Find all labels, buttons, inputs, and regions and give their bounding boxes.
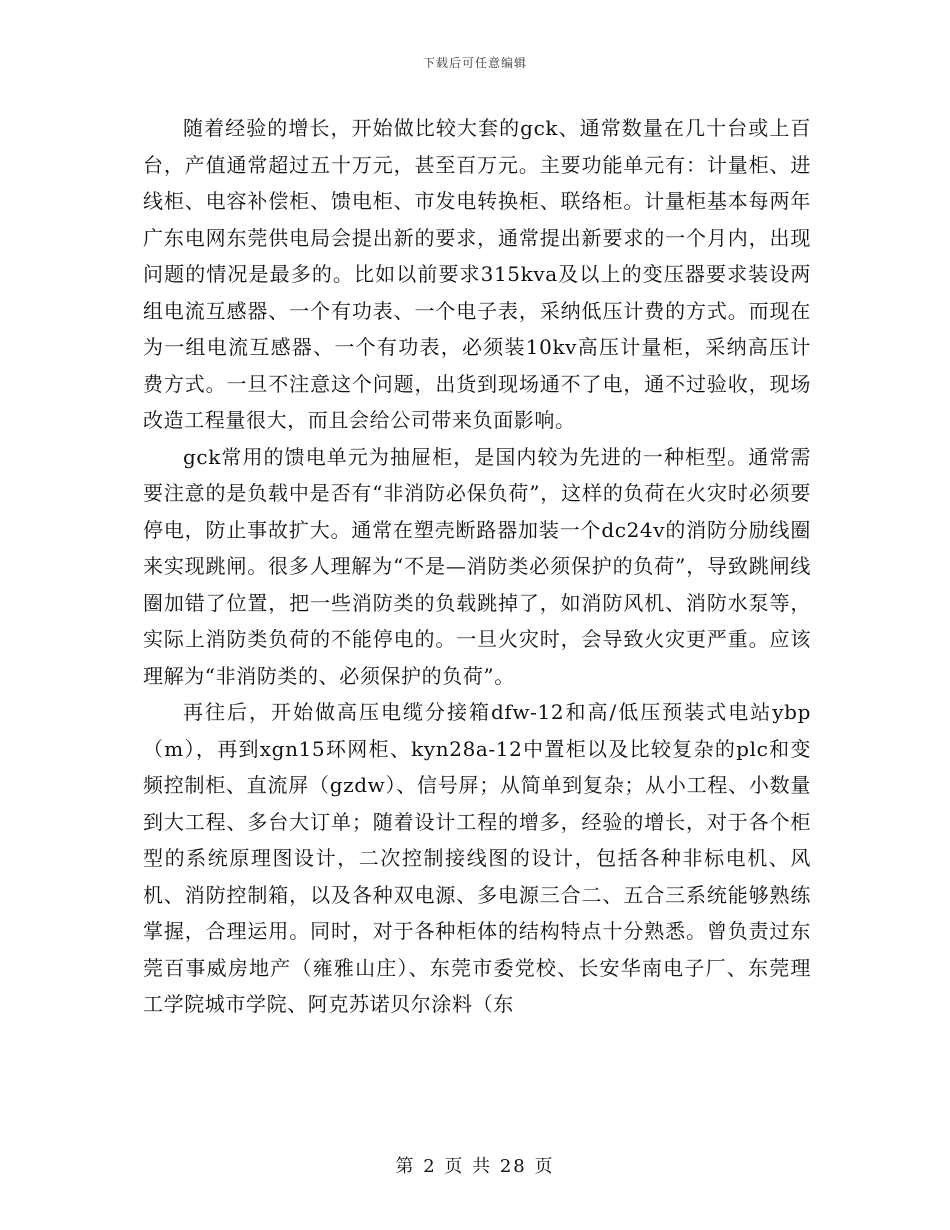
paragraph-1: 随着经验的增长，开始做比较大套的gck、通常数量在几十台或上百台，产值通常超过五十万元，甚至百万元。主要功能单元有：计量柜、进线柜、电容补偿柜、馈电柜、市发电转换柜、联络柜。计量柜基本每两年广东电网东莞供电局会提出新的要求，通常提出新要求的一个月内，出现问题的情况是最多的。比如以前要求315kva及以上的变压器要求装设两组电流互感器、一个有功表、一个电子表，采纳低压计费的方式。而现在为一组电流互感器、一个有功表，必须装10kv高压计量柜，采纳高压计费方式。一旦不注意这个问题，出货到现场通不了电，通不过验收，现场改造工程量很大，而且会给公司带来负面影响。 [143, 116, 811, 432]
document-body [143, 110, 811, 1023]
page-header: 下载后可任意编辑 [422, 56, 527, 70]
paragraph-2: gck常用的馈电单元为抽屉柜，是国内较为先进的一种柜型。通常需要注意的是负载中是否有“非消防必保负荷”，这样的负荷在火灾时必须要停电，防止事故扩大。通常在塑壳断路器加装一个dc24v的消防分励线圈来实现跳闸。很多人理解为“不是—消防类必须保护的负荷”，导致跳闸线圈加错了位置，把一些消防类的负载跳掉了，如消防风机、消防水泵等，实际上消防类负荷的不能停电的。一旦火灾时，会导致火灾更严重。应该理解为“非消防类的、必须保护的负荷”。 [143, 444, 811, 688]
page-footer: 第 2 页 共 28 页 [395, 1156, 555, 1177]
paragraph-3: 再往后，开始做高压电缆分接箱dfw-12和高/低压预装式电站ybp（m），再到xgn15环网柜、kyn28a-12中置柜以及比较复杂的plc和变频控制柜、直流屏（gzdw）、信号屏；从简单到复杂；从小工程、小数量到大工程、多台大订单；随着设计工程的增多，经验的增长，对于各个柜型的系统原理图设计，二次控制接线图的设计，包括各种非标电机、风机、消防控制箱，以及各种双电源、多电源三合二、五合三系统能够熟练掌握，合理运用。同时，对于各种柜体的结构特点十分熟悉。曾负责过东莞百事威房地产（雍雅山庄）、东莞市委党校、长安华南电子厂、东莞理工学院城市学院、阿克苏诺贝尔涂料（东 [143, 700, 811, 1016]
